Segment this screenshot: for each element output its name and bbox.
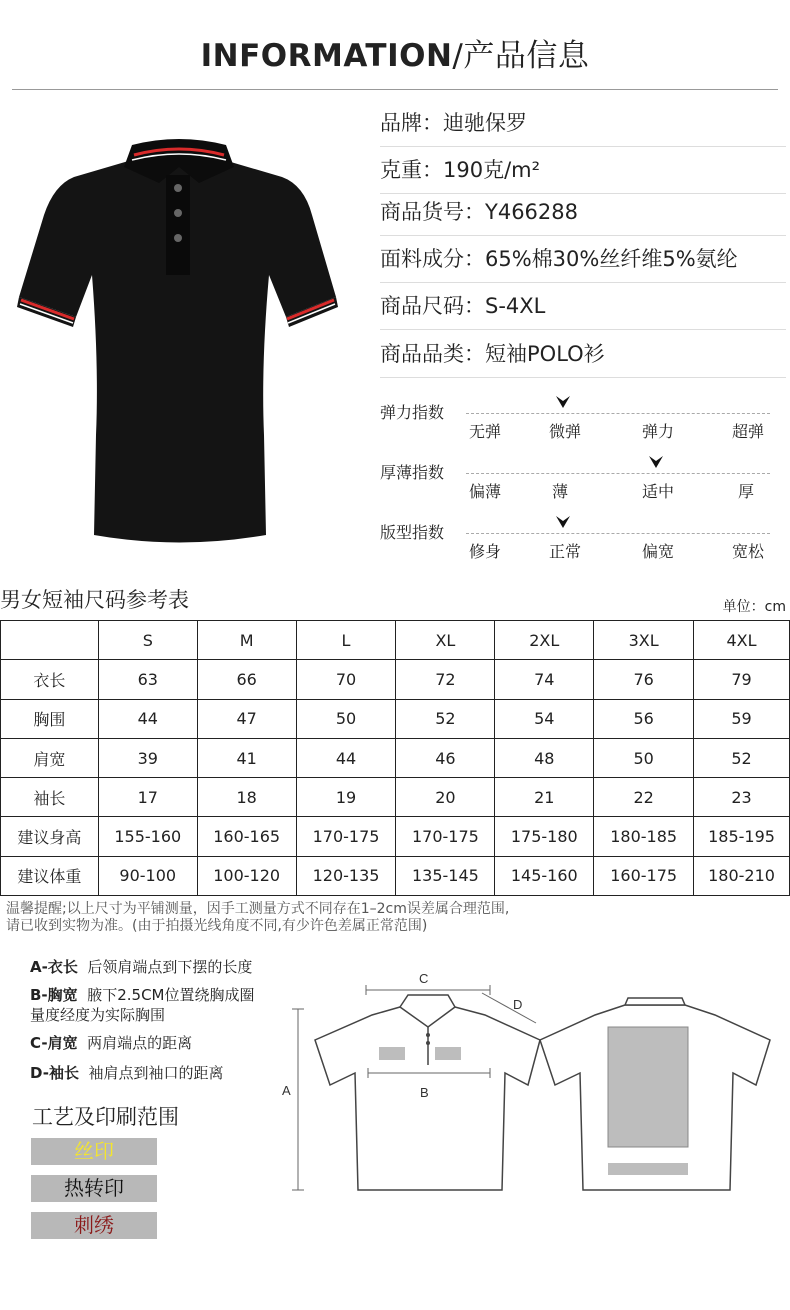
measure-desc: 袖肩点到袖口的距离 xyxy=(88,1064,224,1082)
index-option: 微弹 xyxy=(548,422,581,441)
table-cell: 90-100 xyxy=(98,856,197,895)
measure-b xyxy=(30,985,255,1025)
note-line: 温馨提醒;以上尺寸为平铺测量，因手工测量方式不同存在1–2cm误差属合理范围, xyxy=(6,901,510,917)
table-cell: 39 xyxy=(98,738,197,777)
index-option: 超弹 xyxy=(731,422,764,441)
measure-a xyxy=(30,957,252,977)
selected-marker-icon xyxy=(555,394,571,410)
table-header-cell: 4XL xyxy=(694,621,790,660)
size-table-title: 男女短袖尺码参考表 xyxy=(0,588,189,612)
craft-heat-transfer xyxy=(31,1175,157,1202)
page-title xyxy=(0,30,790,75)
table-cell: 180-185 xyxy=(594,817,694,856)
table-cell: 44 xyxy=(296,738,396,777)
table-cell: 46 xyxy=(396,738,495,777)
craft-embroidery xyxy=(31,1212,157,1239)
table-cell: 155-160 xyxy=(98,817,197,856)
table-cell: 44 xyxy=(98,699,197,738)
title-en: INFORMATION xyxy=(200,38,453,74)
craft-label: 丝印 xyxy=(74,1139,114,1163)
measurement-note xyxy=(6,901,509,935)
thickness-index xyxy=(380,460,770,520)
index-label: 版型指数 xyxy=(380,523,445,542)
note-line: 请已收到实物为准。(由于拍摄光线角度不同,有少许色差属正常范围) xyxy=(6,918,428,934)
index-option: 弹力 xyxy=(641,422,674,441)
table-cell: 100-120 xyxy=(197,856,296,895)
info-sku: 商品货号：Y466288 xyxy=(380,189,786,236)
table-row-label: 胸围 xyxy=(1,699,99,738)
elasticity-index xyxy=(380,400,770,460)
table-row-label: 衣长 xyxy=(1,660,99,699)
table-cell: 70 xyxy=(296,660,396,699)
table-cell: 63 xyxy=(98,660,197,699)
index-scale-line xyxy=(466,533,770,534)
table-cell: 50 xyxy=(594,738,694,777)
measurement-diagram xyxy=(270,965,780,1205)
table-cell: 47 xyxy=(197,699,296,738)
table-cell: 54 xyxy=(495,699,594,738)
table-header-cell: M xyxy=(197,621,296,660)
table-cell: 22 xyxy=(594,778,694,817)
measure-c xyxy=(30,1033,192,1053)
size-table xyxy=(0,620,790,896)
table-cell: 50 xyxy=(296,699,396,738)
table-cell: 21 xyxy=(495,778,594,817)
index-option: 偏薄 xyxy=(468,482,501,501)
index-label: 弹力指数 xyxy=(380,403,445,422)
table-cell: 120-135 xyxy=(296,856,396,895)
table-header-cell: 3XL xyxy=(594,621,694,660)
index-label: 厚薄指数 xyxy=(380,463,445,482)
table-cell: 52 xyxy=(694,738,790,777)
table-row xyxy=(1,778,790,817)
index-option: 厚 xyxy=(737,482,754,501)
table-cell: 160-175 xyxy=(594,856,694,895)
table-cell: 185-195 xyxy=(694,817,790,856)
index-option: 修身 xyxy=(468,542,501,561)
table-cell: 76 xyxy=(594,660,694,699)
table-row xyxy=(1,856,790,895)
measure-key: D-袖长 xyxy=(30,1064,79,1082)
index-option: 适中 xyxy=(641,482,674,501)
title-zh: /产品信息 xyxy=(452,38,590,74)
size-table-unit: 单位：cm xyxy=(722,599,786,615)
table-header-cell: L xyxy=(296,621,396,660)
table-cell: 175-180 xyxy=(495,817,594,856)
table-cell: 56 xyxy=(594,699,694,738)
index-option: 无弹 xyxy=(468,422,501,441)
table-row xyxy=(1,699,790,738)
table-header-cell: XL xyxy=(396,621,495,660)
table-row xyxy=(1,817,790,856)
table-cell: 20 xyxy=(396,778,495,817)
info-size-range: 商品尺码：S-4XL xyxy=(380,283,786,330)
fit-index xyxy=(380,520,770,580)
index-scale-line xyxy=(466,413,770,414)
index-option: 偏宽 xyxy=(641,542,674,561)
table-cell: 145-160 xyxy=(495,856,594,895)
table-cell: 170-175 xyxy=(296,817,396,856)
table-row xyxy=(1,660,790,699)
info-weight: 克重：190克/m² xyxy=(380,147,786,194)
table-cell: 79 xyxy=(694,660,790,699)
dim-label-a: A xyxy=(282,1083,291,1098)
table-cell: 160-165 xyxy=(197,817,296,856)
table-header-cell: 2XL xyxy=(495,621,594,660)
measure-desc: 后领肩端点到下摆的长度 xyxy=(87,958,253,976)
measure-key: C-肩宽 xyxy=(30,1034,78,1052)
table-cell: 74 xyxy=(495,660,594,699)
index-option: 正常 xyxy=(548,542,581,561)
craft-label: 刺绣 xyxy=(74,1213,114,1237)
info-material: 面料成分：65%棉30%丝纤维5%氨纶 xyxy=(380,236,786,283)
table-cell: 180-210 xyxy=(694,856,790,895)
measure-d xyxy=(30,1063,224,1083)
info-brand: 品牌：迪驰保罗 xyxy=(380,100,786,147)
measure-desc-2: 量度经度为实际胸围 xyxy=(30,1006,166,1024)
craft-title: 工艺及印刷范围 xyxy=(32,1105,179,1129)
table-cell: 170-175 xyxy=(396,817,495,856)
index-option: 宽松 xyxy=(731,542,764,561)
dim-label-b: B xyxy=(420,1085,429,1100)
table-cell: 19 xyxy=(296,778,396,817)
info-category: 商品品类：短袖POLO衫 xyxy=(380,331,786,378)
measure-desc: 腋下2.5CM位置绕胸成圈 xyxy=(87,986,255,1004)
table-row-label: 建议体重 xyxy=(1,856,99,895)
craft-silkscreen xyxy=(31,1138,157,1165)
table-cell: 23 xyxy=(694,778,790,817)
selected-marker-icon xyxy=(648,454,664,470)
table-row-label: 肩宽 xyxy=(1,738,99,777)
table-cell: 18 xyxy=(197,778,296,817)
dim-label-c: C xyxy=(419,971,429,986)
product-photo-polo-shirt xyxy=(14,105,344,545)
craft-label: 热转印 xyxy=(64,1176,124,1200)
table-header-cell: S xyxy=(98,621,197,660)
dim-label-d: D xyxy=(513,997,523,1012)
table-cell: 17 xyxy=(98,778,197,817)
header-divider xyxy=(12,89,778,90)
table-row-label: 建议身高 xyxy=(1,817,99,856)
table-cell: 135-145 xyxy=(396,856,495,895)
table-cell: 59 xyxy=(694,699,790,738)
table-header-cell xyxy=(1,621,99,660)
table-cell: 41 xyxy=(197,738,296,777)
table-cell: 52 xyxy=(396,699,495,738)
measure-desc: 两肩端点的距离 xyxy=(87,1034,193,1052)
table-header-row xyxy=(1,621,790,660)
measure-key: A-衣长 xyxy=(30,958,78,976)
selected-marker-icon xyxy=(555,514,571,530)
index-scale-line xyxy=(466,473,770,474)
index-option: 薄 xyxy=(551,482,568,501)
measure-key: B-胸宽 xyxy=(30,986,78,1004)
table-row-label: 袖长 xyxy=(1,778,99,817)
table-cell: 72 xyxy=(396,660,495,699)
table-cell: 66 xyxy=(197,660,296,699)
table-cell: 48 xyxy=(495,738,594,777)
table-row xyxy=(1,738,790,777)
